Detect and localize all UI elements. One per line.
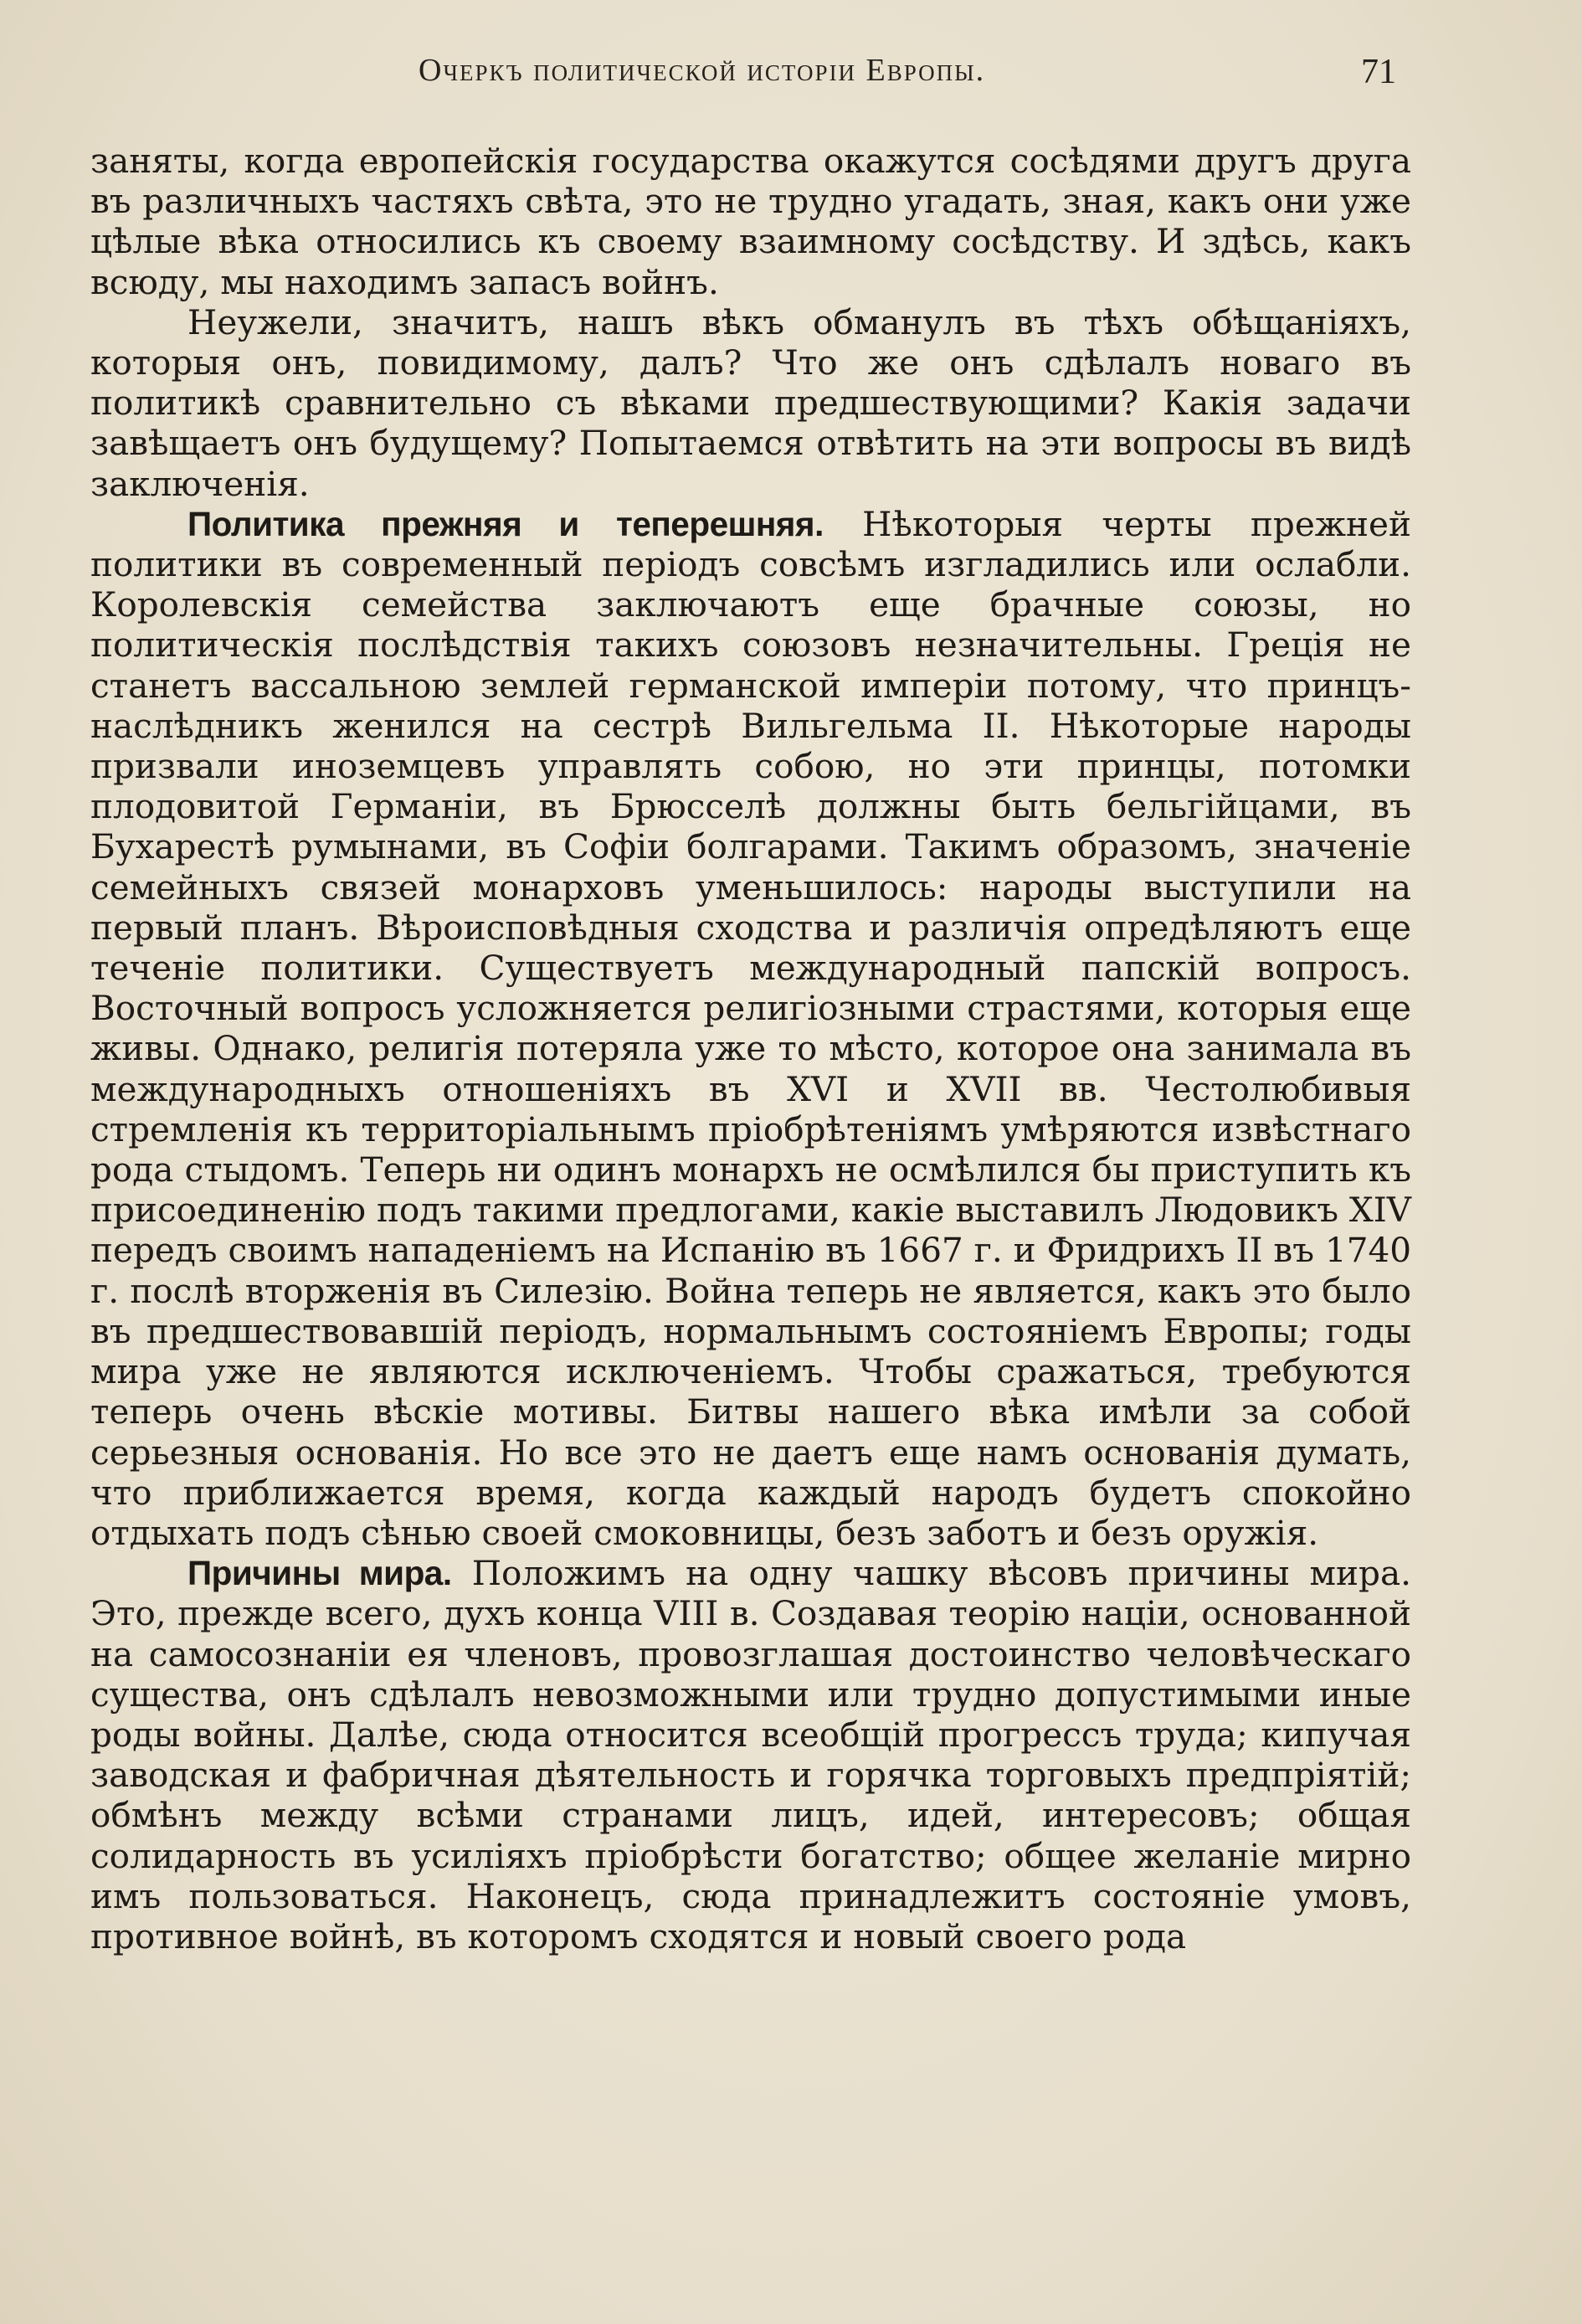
paragraph-text: Положимъ на одну чашку вѣсовъ причины мира. Это, прежде всего, духъ конца VIII в. Создавая теорію націи, основанной на самосознаніи ея членовъ, провозглашая достоинство человѣческаго существа, онъ сдѣлалъ невозможными или трудно допустимыми иные роды войны. Далѣе, сюда относится всеобщій прогрессъ труда; кипучая заводская и фабричная дѣятельность и горячка торговыхъ предпріятій; обмѣнъ между всѣми странами лицъ, идей, интересовъ; общая солидарность въ усиліяхъ пріобрѣсти богатство; общее желаніе мирно имъ пользоваться. Наконецъ, сюда принадлежитъ состояніе умовъ, противное войнѣ, въ которомъ сходятся и новый своего рода (90, 1553, 1411, 1956)
paragraph-text: Неужели, значитъ, нашъ вѣкъ обманулъ въ тѣхъ обѣщаніяхъ, которыя онъ, повидимому, далъ? Что же онъ сдѣлалъ новаго въ политикѣ сравнительно съ вѣками предшествующими? Какія задачи завѣщаетъ онъ будущему? Попытаемся отвѣтить на эти вопросы въ видѣ заключенія. (90, 301, 1411, 504)
running-title: Очеркъ политической исторіи Европы. (419, 53, 986, 88)
body-text (90, 141, 1411, 1956)
section-heading-politics: Политика прежняя и теперешняя. (187, 504, 824, 543)
paragraph-2 (90, 302, 1411, 504)
paragraph-text: заняты, когда европейскія государства окажутся сосѣдями другъ друга въ различныхъ частяхъ свѣта, это не трудно угадать, зная, какъ они уже цѣлые вѣка относились къ своему взаимному сосѣдству. И здѣсь, какъ всюду, мы находимъ запасъ войнъ. (90, 141, 1411, 302)
page-number: 71 (1361, 53, 1396, 91)
running-head (90, 52, 1396, 102)
paragraph-1 (90, 141, 1411, 302)
paragraph-4 (90, 1553, 1411, 1956)
section-heading-peace-causes: Причины мира. (187, 1554, 452, 1593)
paragraph-3 (90, 504, 1411, 1553)
paragraph-text: Нѣкоторыя черты прежней политики въ современный періодъ совсѣмъ изгладились или ослабли. Королевскія семейства заключаютъ еще брачные союзы, но политическія послѣдствія такихъ союзовъ незначительны. Греція не станетъ вассальною землей германской имперіи потому, что принцъ-наслѣдникъ женился на сестрѣ Вильгельма II. Нѣкоторые народы призвали иноземцевъ управлять собою, но эти принцы, потомки плодовитой Германіи, въ Брюсселѣ должны быть бельгійцами, въ Бухарестѣ румынами, въ Софіи болгарами. Такимъ образомъ, значеніе семейныхъ связей монарховъ уменьшилось: народы выступили на первый планъ. Вѣроисповѣдныя сходства и различія опредѣляютъ еще теченіе политики. Существуетъ международный папскій вопросъ. Восточный вопросъ усложняется религіозными страстями, которыя еще живы. Однако, религія потеряла уже то мѣсто, которое она занимала въ международныхъ отношеніяхъ въ XVI и XVII вв. Честолюбивыя стремленія къ территоріальнымъ пріобрѣтеніямъ умѣряются извѣстнаго рода стыдомъ. Теперь ни одинъ монархъ не осмѣлился бы приступить къ присоединенію подъ такими предлогами, какіе выставилъ Людовикъ XIV передъ своимъ нападеніемъ на Испанію въ 1667 г. и Фридрихъ II въ 1740 г. послѣ вторженія въ Силезію. Война теперь не является, какъ это было въ предшествовавшій періодъ, нормальнымъ состояніемъ Европы; годы мира уже не являются исключеніемъ. Чтобы сражаться, требуются теперь очень вѣскіе мотивы. Битвы нашего вѣка имѣли за собой серьезныя основанія. Но все это не даетъ еще намъ основанія думать, что приближается время, когда каждый народъ будетъ спокойно отдыхать подъ сѣнью своей смоковницы, безъ заботъ и безъ оружія. (90, 503, 1412, 1553)
